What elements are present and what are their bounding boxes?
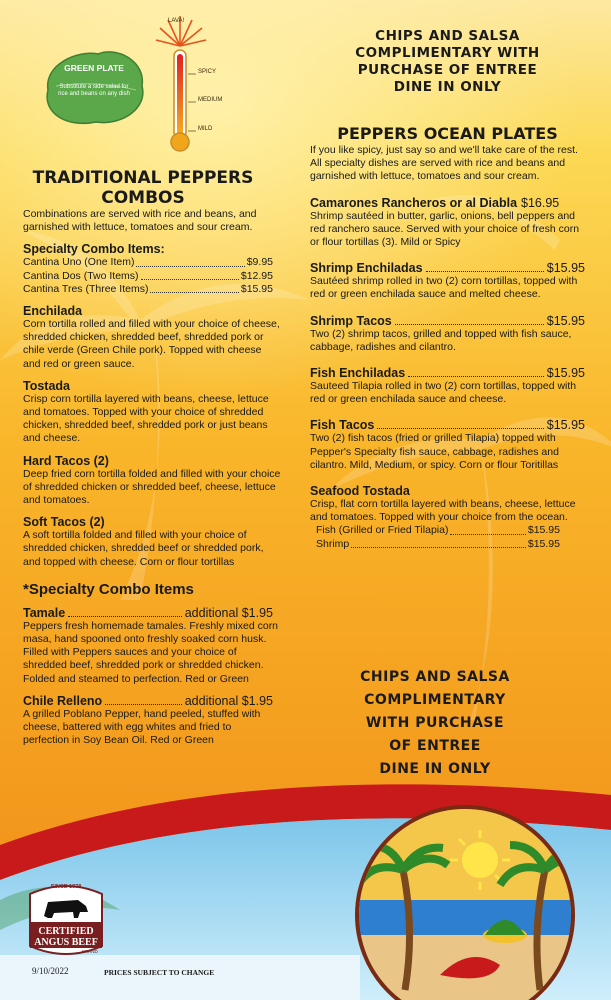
tamale-desc: Peppers fresh homemade tamales. Freshly mixed corn masa, hand spooned onto freshly soaked corn husk. Filled with Peppers sauces and your choice of shredded beef, shredded pork or shredded chicken. Folded and steamed to perfection. Red or Green (23, 619, 279, 685)
item-name: Fish Tacos (310, 418, 375, 433)
soft-tacos-desc: A soft tortilla folded and filled with your choice of shredded chicken, shredded beef or shredded pork, and topped with cheese. Corn or flour tortillas (23, 529, 264, 568)
camarones-row (310, 196, 585, 210)
angus-seal-icon (26, 880, 106, 960)
shrimp-enchiladas-row (310, 261, 585, 275)
price-row (23, 270, 273, 283)
thermometer-icon (150, 14, 230, 154)
chile-relleno-desc: A grilled Poblano Pepper, hand peeled, stuffed with cheese, battered with egg whites and fried to perfection in Soy Bean Oil. Red or Green (23, 707, 261, 747)
item-name: Cantina Tres (Three Items) (23, 282, 149, 295)
top-chips-banner (355, 28, 540, 96)
banner-line: OF ENTREE (389, 738, 481, 754)
item-price: additional $1.95 (184, 693, 273, 708)
item-name: Chile Relleno (23, 693, 103, 708)
fish-tacos-row (310, 418, 585, 432)
seafood-tostada-desc: Crisp, flat corn tortilla layered with beans, cheese, lettuce and tomatoes. Topped with your choice from the ocean. (310, 498, 576, 524)
angus-brand: BRAND (82, 949, 98, 954)
item-name: Shrimp Tacos (310, 313, 392, 328)
angus-since: SINCE 1978 (50, 884, 82, 890)
price-row (23, 283, 273, 296)
item-name: Cantina Dos (Two Items) (23, 269, 139, 282)
item-price: $15.95 (527, 524, 560, 537)
item-price: $15.95 (546, 418, 585, 433)
footer-date: 9/10/2022 (32, 966, 69, 976)
shrimp-enchiladas-desc: Sautéed shrimp rolled in two (2) corn tortillas, topped with red or green enchilada sauce and melted cheese. (310, 275, 578, 301)
item-price: $12.95 (240, 269, 273, 282)
fish-enchiladas-desc: Sauteed Tilapia rolled in two (2) corn tortillas, topped with red or green enchilada sauce and cheese. (310, 380, 577, 406)
item-price: $15.95 (546, 366, 585, 381)
item-name: Fish (Grilled or Fried Tilapia) (316, 524, 449, 537)
title-line: COMBOS (101, 188, 185, 208)
fish-enchiladas-row (310, 366, 585, 380)
title-line: TRADITIONAL PEPPERS (32, 168, 254, 188)
item-price: $15.95 (527, 537, 560, 550)
green-plate-text: Substitute a side salad for rice and beans on any dish (58, 84, 130, 97)
soft-tacos-title: Soft Tacos (2) (23, 515, 105, 530)
certified-angus-logo (26, 880, 106, 960)
shrimp-tacos-desc: Two (2) shrimp tacos, grilled and topped with fish sauce, cabbage, radishes and cilantro. (310, 327, 572, 353)
spice-lava: LAVA! (168, 18, 185, 24)
angus-line1: CERTIFIED (38, 926, 94, 937)
item-name: Shrimp (316, 537, 350, 550)
footer-note: PRICES SUBJECT TO CHANGE (104, 968, 215, 977)
left-column (23, 168, 281, 747)
traditional-title (23, 168, 263, 208)
item-price: additional $1.95 (184, 605, 273, 620)
bottom-chips-banner (350, 666, 520, 781)
item-price: $15.95 (546, 261, 585, 276)
seafood-tostada-title: Seafood Tostada (310, 484, 410, 499)
price-row (316, 524, 560, 537)
ocean-plates-title: PEPPERS OCEAN PLATES (337, 124, 558, 143)
item-price: $15.95 (240, 282, 273, 295)
fish-tacos-desc: Two (2) fish tacos (fried or grilled Tilapia) topped with Pepper's Specialty fish sauce, cabbage, radishes and cilantro. Mild, Medium, or spicy. Corn or flour Toritillas (310, 432, 559, 471)
item-price: $9.95 (246, 256, 273, 269)
camarones-desc: Shrimp sautéed in butter, garlic, onions, bell peppers and red ranchero sauce. Served with your choice of fresh corn or flour tortillas (3). Mild or Spicy (310, 209, 580, 249)
banner-line: COMPLIMENTARY WITH (355, 45, 540, 61)
item-price: $16.95 (521, 195, 560, 210)
banner-line: PURCHASE OF ENTREE (357, 62, 538, 78)
banner-line: DINE IN ONLY (379, 761, 491, 777)
ocean-intro: If you like spicy, just say so and we'll take care of the rest. All specialty dishes are served with rice and beans and garnished with lettuce, tomatoes and sour cream. (310, 144, 578, 183)
item-name: Cantina Uno (One Item) (23, 256, 135, 269)
item-name: Fish Enchiladas (310, 366, 406, 381)
banner-line: CHIPS AND SALSA (360, 669, 510, 685)
spice-meter (150, 14, 230, 154)
green-plate-badge (38, 46, 150, 128)
item-name: Shrimp Enchiladas (310, 261, 423, 276)
spice-medium: MEDIUM (198, 97, 223, 103)
item-name: Camarones Rancheros or al Diabla (310, 195, 518, 210)
combos-intro: Combinations are served with rice and beans, and garnished with lettuce, tomatoes and sour cream. (23, 208, 257, 234)
tostada-desc: Crisp corn tortilla layered with beans, cheese, lettuce and tomatoes. Topped with your choice of shredded chicken, shredded beef, shredded pork or just beans and cheese. (23, 392, 269, 445)
banner-line: CHIPS AND SALSA (375, 28, 520, 44)
seafood-price-list (310, 524, 560, 550)
item-price: $15.95 (546, 313, 585, 328)
price-row (23, 256, 273, 269)
chile-relleno-row (23, 694, 273, 708)
price-row (316, 538, 560, 551)
specialty-price-list (23, 256, 273, 296)
specialty2-heading: *Specialty Combo Items (23, 580, 194, 598)
tostada-title: Tostada (23, 378, 70, 393)
hard-tacos-desc: Deep fried corn tortilla folded and filled with your choice of shredded chicken or shredded beef, cheese, lettuce and tomatoes. (23, 467, 281, 507)
spice-spicy: SPICY (198, 69, 217, 75)
specialty-heading: Specialty Combo Items: (23, 242, 165, 257)
hard-tacos-title: Hard Tacos (2) (23, 453, 109, 468)
banner-line: WITH PURCHASE (365, 715, 505, 731)
banner-line: DINE IN ONLY (393, 79, 502, 95)
banner-line: COMPLIMENTARY (364, 692, 506, 708)
enchilada-title: Enchilada (23, 304, 83, 319)
enchilada-desc: Corn tortilla rolled and filled with your choice of cheese, shredded chicken, shredded beef, shredded pork or chile verde (Green Chile pork). Topped with cheese and red or green sauce. (23, 318, 280, 370)
green-plate-title: GREEN PLATE (64, 63, 124, 73)
angus-line2: ANGUS BEEF (34, 937, 98, 948)
shrimp-tacos-row (310, 314, 585, 328)
item-name: Tamale (23, 605, 66, 620)
tamale-row (23, 606, 273, 620)
right-column (310, 124, 585, 551)
spice-mild: MILD (198, 126, 213, 132)
